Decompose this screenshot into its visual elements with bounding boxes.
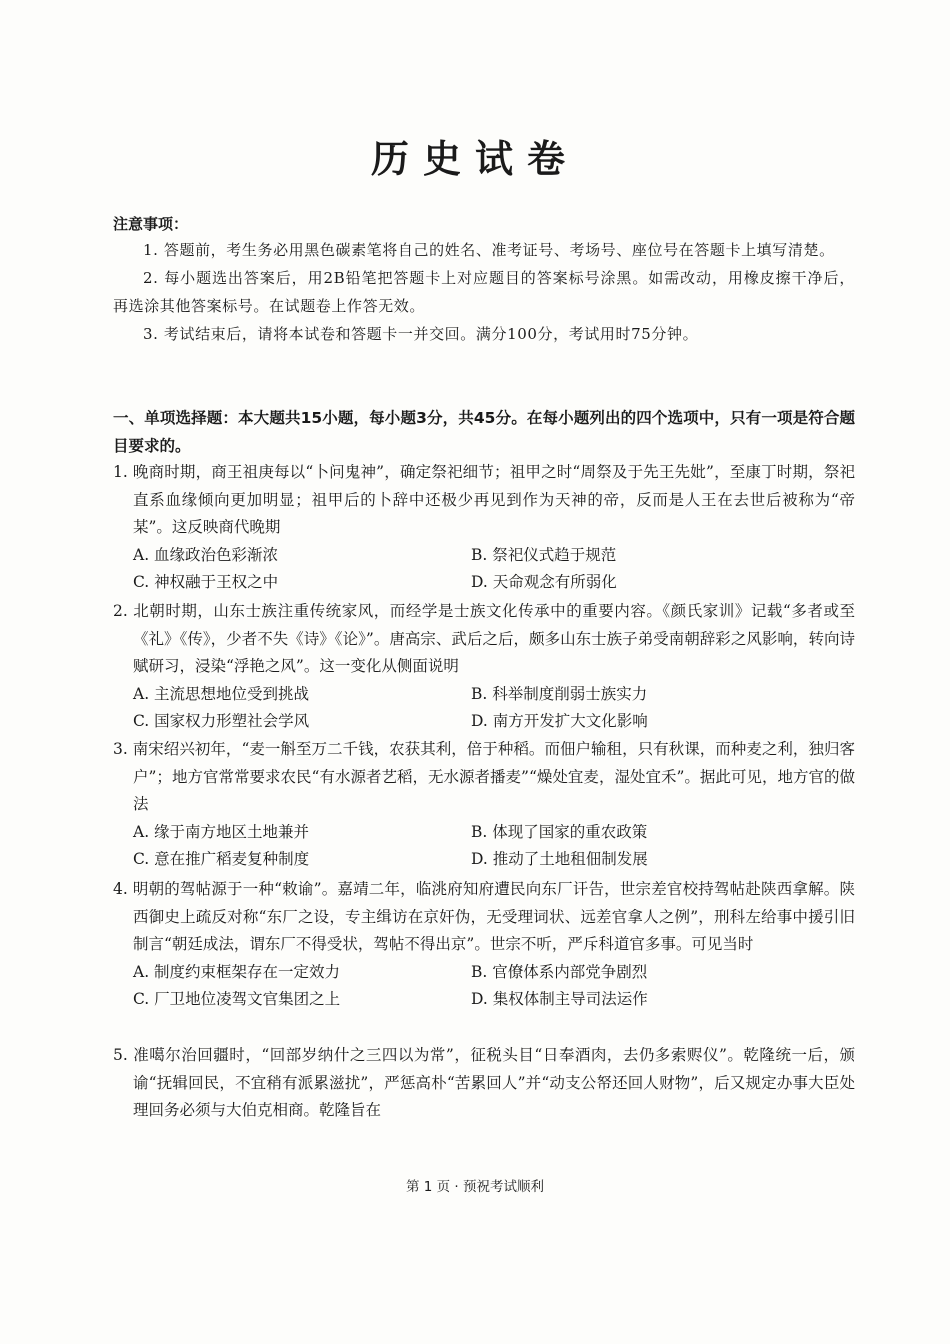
option-grid bbox=[113, 959, 855, 1014]
option-b[interactable]: B. 祭祀仪式趋于规范 bbox=[471, 545, 617, 564]
option-d[interactable]: D. 南方开发扩大文化影响 bbox=[471, 712, 648, 730]
option-a[interactable]: A. 血缘政治色彩渐浓 bbox=[133, 545, 279, 564]
question-stem: 3. 南宋绍兴初年，“麦一斛至万二千钱，农获其利，倍于种稻。而佃户输租，只有秋课，而种麦之利，独归客户”；地方官常常要求农民“有水源者艺稻，无水源者播麦”“燥处宜麦，湿处宜禾”。据此可见，地方官的做法 bbox=[113, 740, 855, 813]
option-b[interactable]: B. 体现了国家的重农政策 bbox=[471, 822, 648, 841]
option-d[interactable]: D. 集权体制主导司法运作 bbox=[471, 990, 648, 1008]
option-c[interactable]: C. 意在推广稻麦复种制度 bbox=[133, 850, 310, 868]
notice-list bbox=[113, 236, 855, 348]
option-c[interactable]: C. 神权融于王权之中 bbox=[133, 573, 279, 591]
page-title: 历史试卷 bbox=[370, 136, 579, 181]
question-3 bbox=[113, 736, 855, 874]
question-2 bbox=[113, 598, 855, 736]
option-a[interactable]: A. 主流思想地位受到挑战 bbox=[133, 684, 310, 703]
notice-item: 2. 每小题选出答案后，用2B铅笔把答题卡上对应题目的答案标号涂黑。如需改动，用橡皮擦干净后，再选涂其他答案标号。在试题卷上作答无效。 bbox=[113, 269, 855, 315]
option-a[interactable]: A. 缘于南方地区土地兼并 bbox=[133, 822, 310, 841]
question-stem: 5. 准噶尔治回疆时，“回部岁纳什之三四以为常”，征税头目“日奉酒肉，去仍多索赆仪”。乾隆统一后，颁谕“抚辑回民，不宜稍有派累滋扰”，严惩高朴“苦累回人”并“动支公帑还回人财物”，后又规定办事大臣处理回务必须与大伯克相商。乾隆旨在 bbox=[113, 1046, 855, 1119]
page-footer: 第 1 页 · 预祝考试顺利 bbox=[405, 1179, 545, 1195]
option-c[interactable]: C. 厂卫地位凌驾文官集团之上 bbox=[133, 990, 341, 1008]
notice-item: 3. 考试结束后，请将本试卷和答题卡一并交回。满分100分，考试用时75分钟。 bbox=[143, 325, 699, 343]
question-stem: 2. 北朝时期，山东士族注重传统家风，而经学是士族文化传承中的重要内容。《颜氏家训》记载“多者或至《礼》《传》，少者不失《诗》《论》”。唐高宗、武后之后，颇多山东士族子弟受南朝辞彩之风影响，转向诗赋研习，浸染“浮艳之风”。这一变化从侧面说明 bbox=[113, 602, 855, 675]
question-1 bbox=[113, 459, 855, 597]
section-heading: 一、单项选择题：本大题共15小题，每小题3分，共45分。在每小题列出的四个选项中，只有一项是符合题目要求的。 bbox=[113, 409, 855, 455]
option-c[interactable]: C. 国家权力形塑社会学风 bbox=[133, 712, 310, 730]
notice-item: 1. 答题前，考生务必用黑色碳素笔将自己的姓名、准考证号、考场号、座位号在答题卡上填写清楚。 bbox=[143, 241, 835, 259]
notice-heading: 注意事项： bbox=[113, 215, 189, 233]
option-d[interactable]: D. 天命观念有所弱化 bbox=[471, 573, 617, 591]
option-b[interactable]: B. 官僚体系内部党争剧烈 bbox=[471, 962, 648, 981]
option-b[interactable]: B. 科举制度削弱士族实力 bbox=[471, 684, 648, 703]
question-stem: 4. 明朝的驾帖源于一种“敕谕”。嘉靖二年，临洮府知府遭民向东厂讦告，世宗差官校持驾帖赴陕西拿解。陕西御史上疏反对称“东厂之设，专主缉访在京奸伪，无受理词状、远差官拿人之例”，刑科左给事中援引旧制言“朝廷成法，谓东厂不得受状，驾帖不得出京”。世宗不听，严斥科道官多事。可见当时 bbox=[113, 880, 855, 953]
option-grid bbox=[113, 819, 855, 874]
option-d[interactable]: D. 推动了土地租佃制发展 bbox=[471, 850, 648, 868]
option-grid bbox=[113, 681, 855, 736]
question-5 bbox=[113, 1042, 855, 1125]
question-4 bbox=[113, 876, 855, 1014]
option-a[interactable]: A. 制度约束框架存在一定效力 bbox=[133, 962, 341, 981]
question-stem: 1. 晚商时期，商王祖庚每以“卜问鬼神”，确定祭祀细节；祖甲之时“周祭及于先王先妣”，至康丁时期，祭祀直系血缘倾向更加明显；祖甲后的卜辞中还极少再见到作为天神的帝，反而是人王在去世后被称为“帝某”。这反映商代晚期 bbox=[113, 463, 855, 536]
option-grid bbox=[113, 542, 855, 597]
